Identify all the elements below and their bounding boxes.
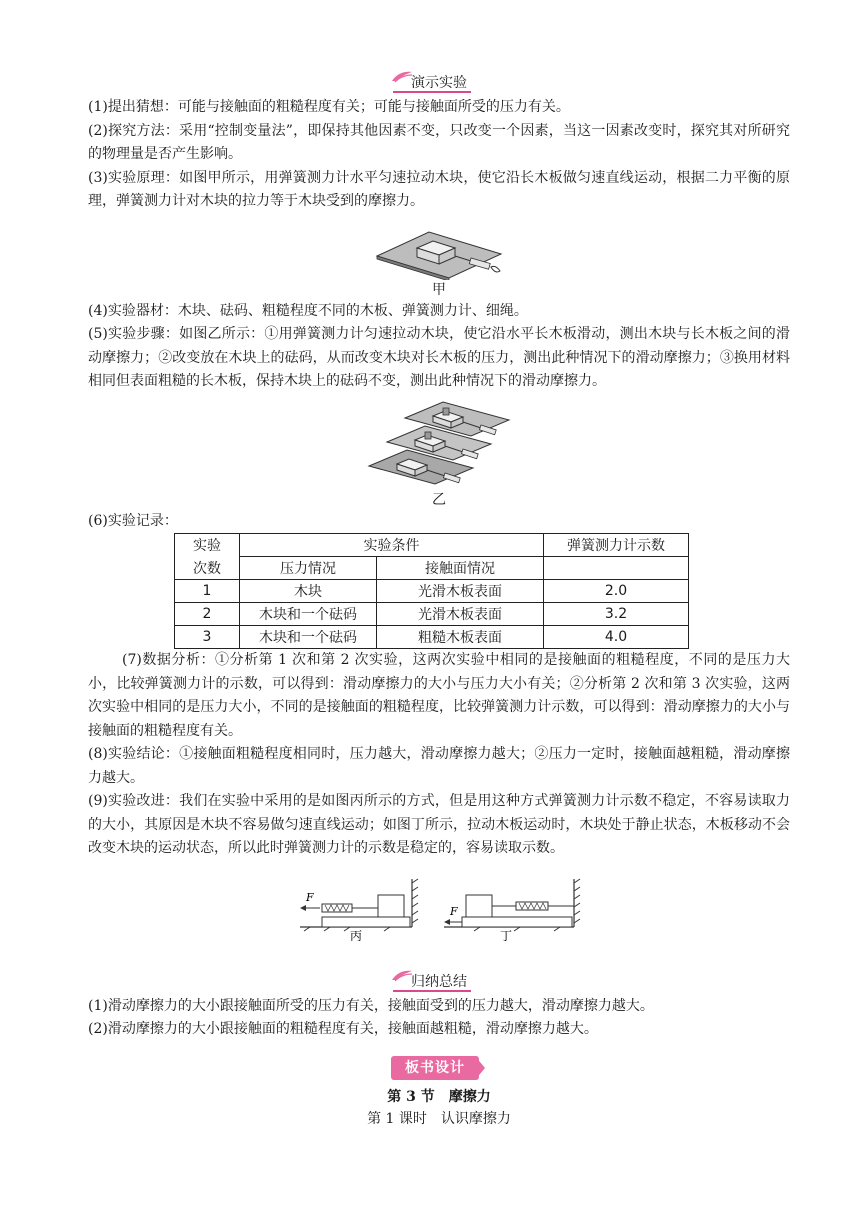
paragraph-conclusion: (8)实验结论：①接触面粗糙程度相同时，压力越大，滑动摩擦力越大；②压力一定时，接触面越粗糙，滑动摩擦力越大。	[88, 746, 790, 786]
figure-ding-caption: 丁	[500, 928, 513, 941]
paragraph-improvement: (9)实验改进：我们在实验中采用的是如图丙所示的方式，但是用这种方式弹簧测力计示数不稳定，不容易读取力的大小，其原因是木块不容易做匀速直线运动；如图丁所示，拉动木板运动时，木块处于静止状态，木板移动不会改变木块的运动状态，所以此时弹簧测力计的示数是稳定的，容易读取示数。	[88, 793, 790, 856]
board-section-title: 第 3 节 摩擦力	[387, 1088, 491, 1105]
page-content	[88, 72, 790, 1130]
header-trial-bottom: 次数	[175, 557, 240, 580]
cell-reading: 2.0	[544, 580, 689, 603]
board-banner-text: 板书设计	[405, 1059, 465, 1076]
figure-yi	[88, 398, 790, 508]
figure-jia	[88, 218, 790, 298]
cell-surface: 光滑木板表面	[377, 580, 544, 603]
board-lesson-title: 第 1 课时 认识摩擦力	[367, 1110, 511, 1127]
header-surface: 接触面情况	[377, 557, 544, 580]
experiment-record-table	[174, 533, 689, 649]
figure-bing-ding	[88, 877, 790, 945]
paragraph-hypothesis: (1)提出猜想：可能与接触面的粗糙程度有关；可能与接触面所受的压力有关。	[88, 99, 570, 115]
paragraph-record: (6)实验记录：	[88, 512, 178, 529]
table-row	[175, 626, 689, 649]
demo-experiment-heading	[88, 72, 790, 92]
cell-trial: 2	[175, 603, 240, 626]
improved-setup-illustration	[294, 877, 584, 941]
paragraph-method: (2)探究方法：采用“控制变量法”，即保持其他因素不变，只改变一个因素，当这一因素改变时，探究其对所研究的物理量是否产生影响。	[88, 122, 790, 162]
cell-pressure: 木块和一个砝码	[240, 603, 377, 626]
summary-item-roughness: (2)滑动摩擦力的大小跟接触面的粗糙程度有关，接触面越粗糙，滑动摩擦力越大。	[88, 1021, 598, 1037]
cell-reading: 4.0	[544, 626, 689, 649]
table-row	[175, 580, 689, 603]
figure-jia-caption: 甲	[432, 281, 446, 298]
demo-heading-text: 演示实验	[411, 75, 467, 91]
cell-pressure: 木块	[240, 580, 377, 603]
figure-bing-caption: 丙	[350, 928, 363, 941]
paragraph-steps: (5)实验步骤：如图乙所示：①用弹簧测力计匀速拉动木块，使它沿水平长木板滑动，测出木块与长木板之间的滑动摩擦力；②改变放在木块上的砝码，从而改变木块对长木板的压力，测出此种情况下的滑动摩擦力；③换用材料相同但表面粗糙的长木板，保持木块上的砝码不变，测出此种情况下的滑动摩擦力。	[88, 326, 790, 389]
header-conditions: 实验条件	[240, 534, 544, 557]
swoosh-icon	[391, 968, 413, 982]
summary-item-pressure: (1)滑动摩擦力的大小跟接触面所受的压力有关，接触面受到的压力越大，滑动摩擦力越大。	[88, 997, 654, 1014]
table-row	[175, 603, 689, 626]
paragraph-principle: (3)实验原理：如图甲所示，用弹簧测力计水平匀速拉动木块，使它沿长木板做匀速直线运动，根据二力平衡的原理，弹簧测力计对木块的拉力等于木块受到的摩擦力。	[88, 169, 790, 209]
summary-heading-text: 归纳总结	[411, 973, 467, 990]
board-design-banner	[391, 1056, 487, 1080]
cell-surface: 光滑木板表面	[377, 603, 544, 626]
cell-surface: 粗糙木板表面	[377, 626, 544, 649]
block-pull-illustration	[369, 218, 509, 280]
header-pressure: 压力情况	[240, 557, 377, 580]
paragraph-analysis: (7)数据分析：①分析第 1 次和第 2 次实验，这两次实验中相同的是接触面的粗糙程度，不同的是压力大小，比较弹簧测力计的示数，可以得到：滑动摩擦力的大小与压力大小有关；②分析第 2 次和第 3 次实验，这两次实验中相同的是压力大小，不同的是接触面的粗糙程度，比较弹簧测力计示数，可以得到：滑动摩擦力的大小与接触面的粗糙程度有关。	[88, 652, 790, 739]
setup-ding	[444, 879, 580, 941]
figure-yi-caption: 乙	[432, 491, 446, 508]
header-trial-top: 实验	[175, 534, 240, 557]
header-reading-blank	[544, 557, 689, 580]
swoosh-icon	[391, 69, 413, 83]
cell-trial: 1	[175, 580, 240, 603]
header-reading: 弹簧测力计示数	[544, 534, 689, 557]
paragraph-equipment: (4)实验器材：木块、砝码、粗糙程度不同的木板、弹簧测力计、细绳。	[88, 302, 528, 319]
cell-reading: 3.2	[544, 603, 689, 626]
cell-trial: 3	[175, 626, 240, 649]
three-setups-illustration	[359, 398, 519, 490]
setup-bing	[300, 879, 418, 941]
force-label-bing: F	[306, 890, 314, 904]
summary-heading	[88, 971, 790, 991]
cell-pressure: 木块和一个砝码	[240, 626, 377, 649]
force-label-ding: F	[450, 904, 458, 918]
